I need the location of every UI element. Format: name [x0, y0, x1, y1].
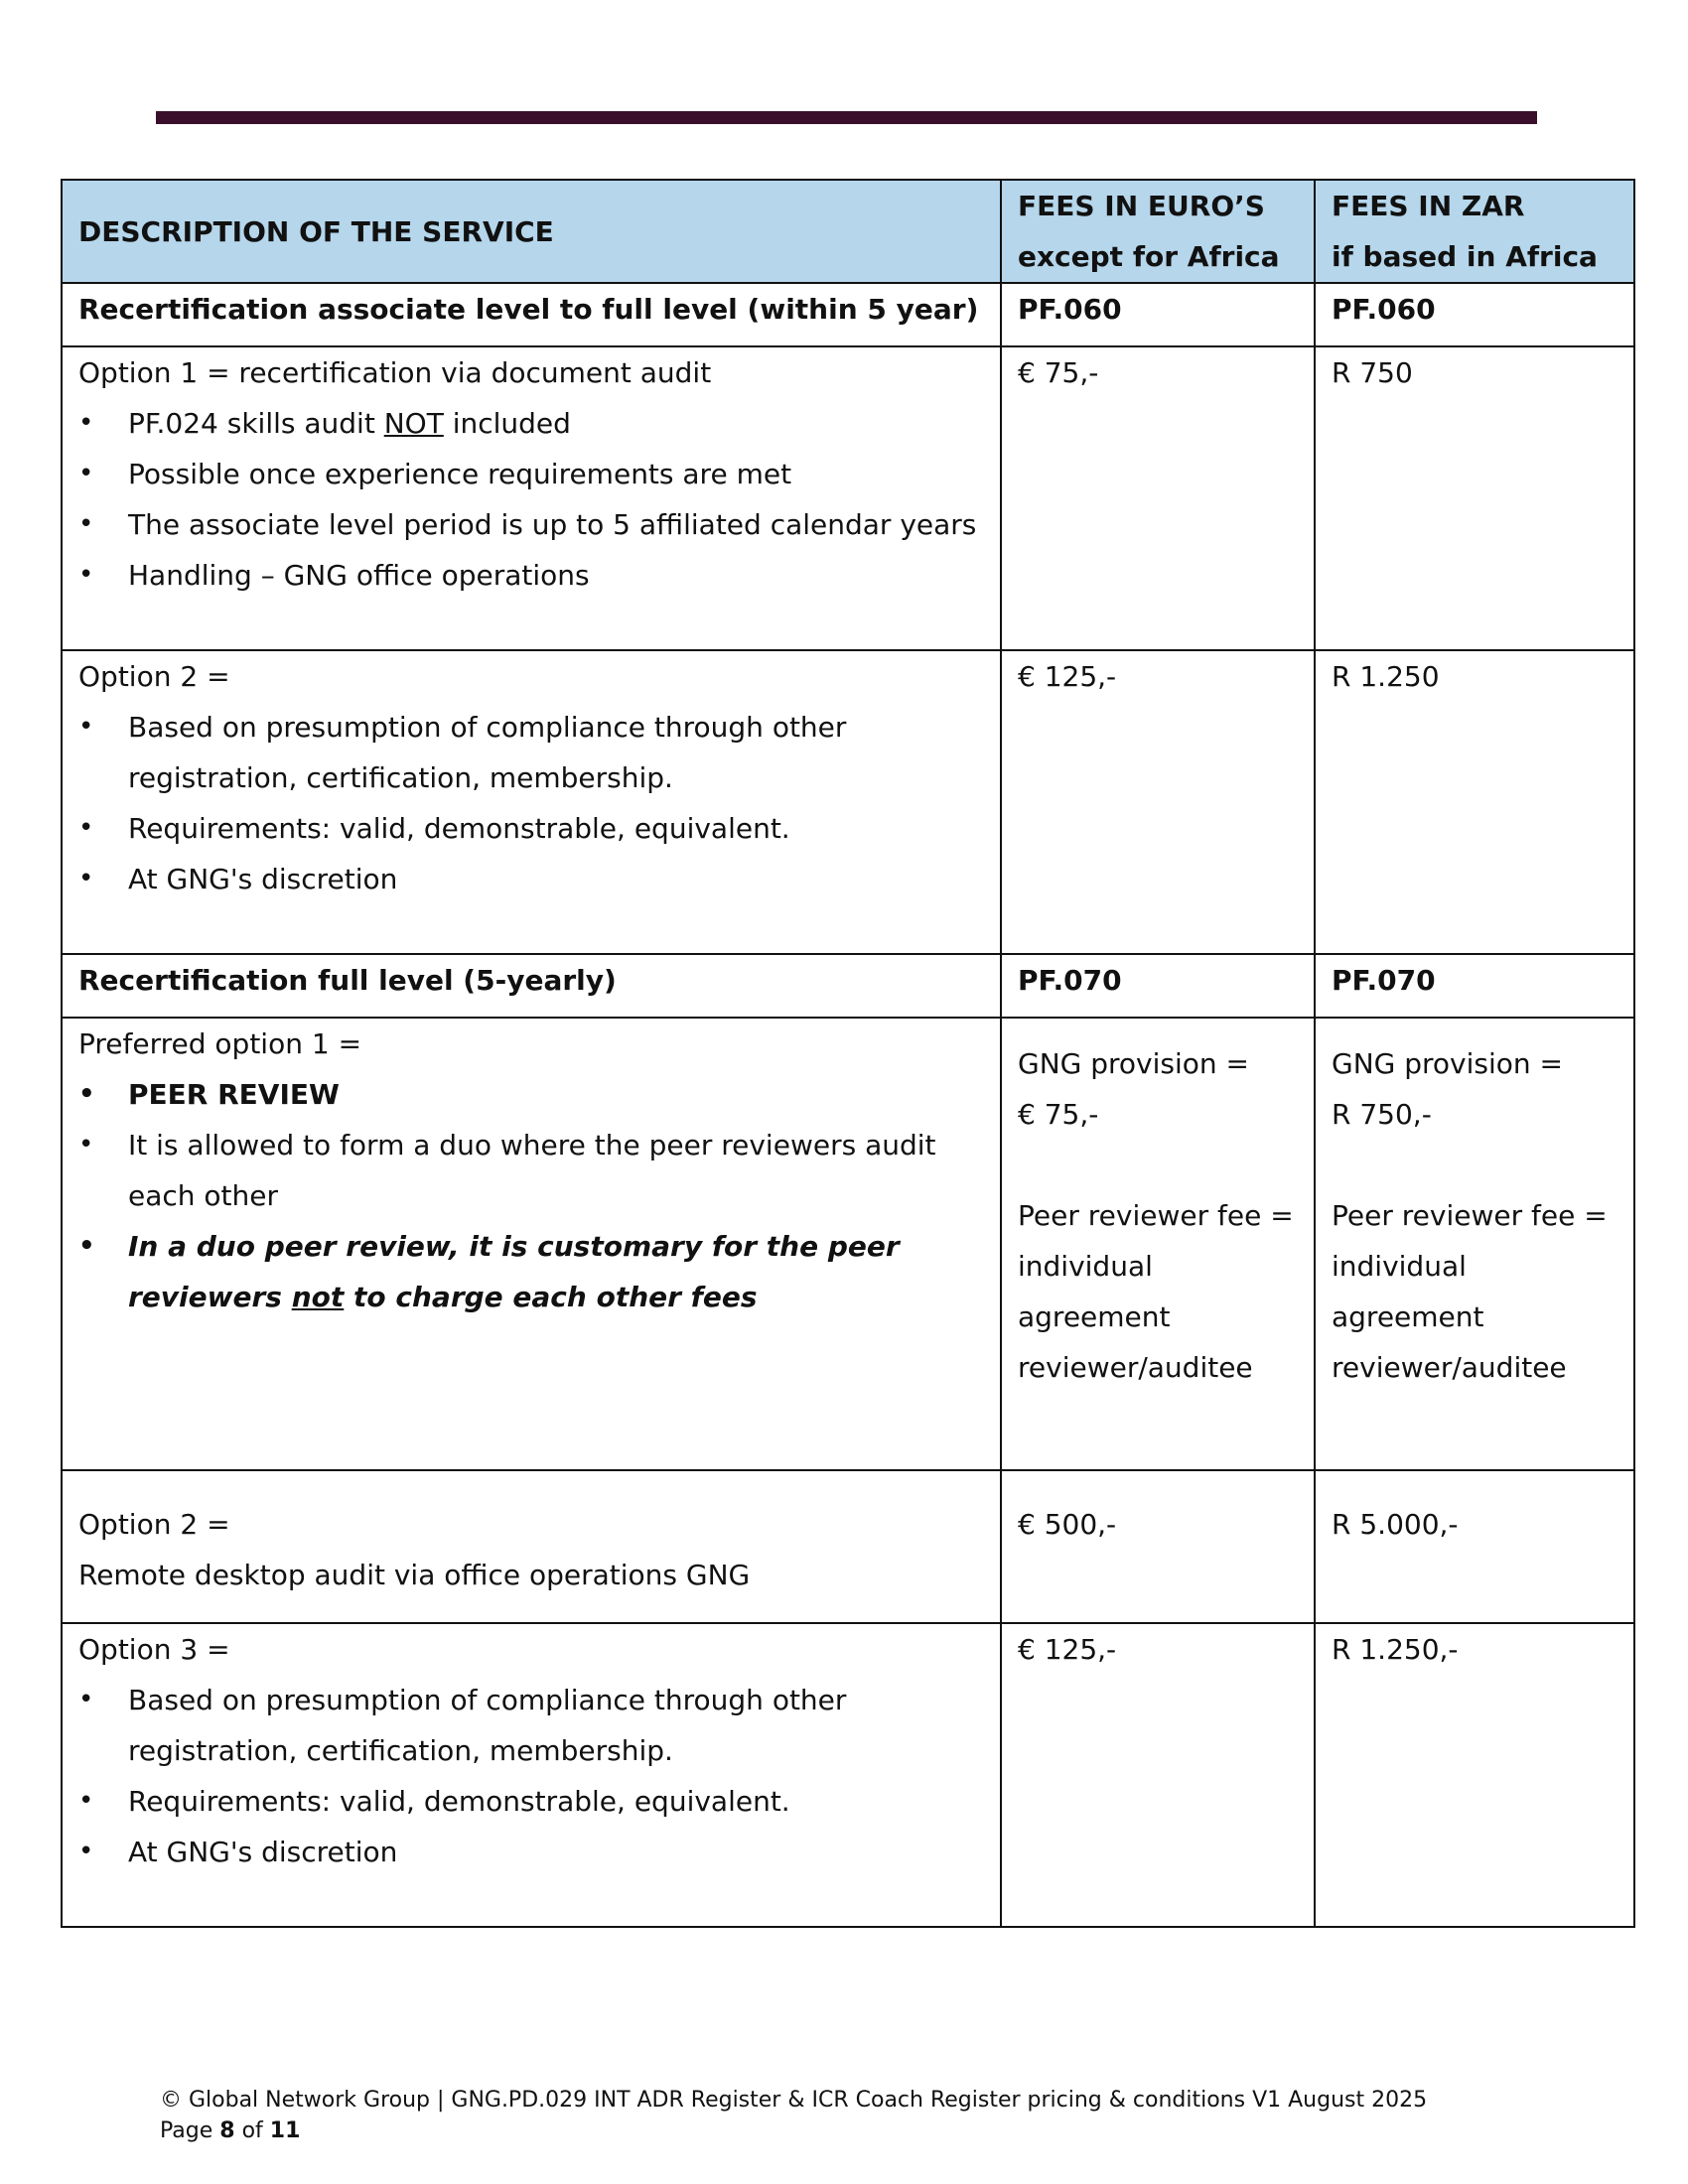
bullet-list: [78, 1069, 984, 1322]
list-item: • The associate level period is up to 5 affiliated calendar years: [78, 499, 984, 550]
spacer: [1018, 1140, 1298, 1190]
header-euro-line2: except for Africa: [1018, 240, 1280, 273]
peer-fee-label: Peer reviewer fee =: [1332, 1199, 1608, 1232]
section-title: Recertification associate level to full level (within 5 year): [62, 283, 1001, 346]
fee-zar: [1315, 1018, 1634, 1470]
section-code-euro: PF.070: [1001, 954, 1315, 1018]
provision-value: € 75,-: [1018, 1098, 1099, 1131]
bullet-list: [78, 702, 984, 904]
service-description: [62, 1623, 1001, 1927]
list-item: • Handling – GNG office operations: [78, 550, 984, 601]
peer-fee-line: agreement: [1018, 1300, 1171, 1333]
list-item: • PEER REVIEW: [78, 1069, 984, 1120]
list-item: • Possible once experience requirements are met: [78, 449, 984, 499]
table-row: [62, 1470, 1634, 1623]
list-item: • PF.024 skills audit NOT included: [78, 398, 984, 449]
service-description: [62, 650, 1001, 954]
fee-euro: [1001, 1018, 1315, 1470]
spacer: [1332, 1140, 1618, 1190]
table-header-row: [62, 180, 1634, 283]
fee-euro: € 125,-: [1001, 1623, 1315, 1927]
page-footer: [160, 2085, 1427, 2146]
section-code-zar: PF.070: [1315, 954, 1634, 1018]
fee-zar: R 5.000,-: [1315, 1470, 1634, 1623]
peer-fee-line: individual: [1018, 1250, 1153, 1283]
list-item: • At GNG's discretion: [78, 854, 984, 904]
list-item: • Requirements: valid, demonstrable, equivalent.: [78, 803, 984, 854]
peer-fee-line: individual: [1332, 1250, 1467, 1283]
list-item: • It is allowed to form a duo where the peer reviewers audit each other: [78, 1120, 984, 1221]
list-item: • Based on presumption of compliance through other registration, certification, membership.: [78, 1675, 984, 1776]
option-intro: Option 2 =: [78, 1508, 230, 1541]
list-item: • Requirements: valid, demonstrable, equivalent.: [78, 1776, 984, 1827]
section-title: Recertification full level (5-yearly): [62, 954, 1001, 1018]
header-zar-line2: if based in Africa: [1332, 240, 1598, 273]
list-item: • In a duo peer review, it is customary for the peer reviewers not to charge each other fees: [78, 1221, 984, 1322]
top-divider-bar: [156, 111, 1537, 124]
option-intro: Option 3 =: [78, 1633, 230, 1666]
header-zar-line1: FEES IN ZAR: [1332, 190, 1525, 222]
service-description: [62, 1470, 1001, 1623]
header-fees-zar: [1315, 180, 1634, 283]
section-row-associate-to-full: [62, 283, 1634, 346]
fee-euro: € 125,-: [1001, 650, 1315, 954]
bullet-list: [78, 1675, 984, 1877]
section-row-full-level: [62, 954, 1634, 1018]
header-euro-line1: FEES IN EURO’S: [1018, 190, 1265, 222]
page-number: Page 8 of 11: [160, 2118, 301, 2143]
table-row: [62, 1018, 1634, 1470]
table-row: [62, 346, 1634, 650]
peer-fee-line: reviewer/auditee: [1018, 1351, 1253, 1384]
fee-euro: € 500,-: [1001, 1470, 1315, 1623]
table-row: [62, 650, 1634, 954]
bullet-list: [78, 398, 984, 601]
section-code-euro: PF.060: [1001, 283, 1315, 346]
list-item: • Based on presumption of compliance through other registration, certification, membership.: [78, 702, 984, 803]
table-row: [62, 1623, 1634, 1927]
header-fees-euro: [1001, 180, 1315, 283]
fee-zar: R 1.250,-: [1315, 1623, 1634, 1927]
provision-label: GNG provision =: [1332, 1047, 1563, 1080]
fee-zar: R 750: [1315, 346, 1634, 650]
service-description: [62, 346, 1001, 650]
footer-copyright: © Global Network Group | GNG.PD.029 INT ADR Register & ICR Coach Register pricing & conditions V1 August 2025: [160, 2088, 1428, 2113]
option-intro: Preferred option 1 =: [78, 1027, 362, 1060]
option-intro: Option 1 = recertification via document audit: [78, 356, 712, 389]
list-item: • At GNG's discretion: [78, 1827, 984, 1877]
provision-label: GNG provision =: [1018, 1047, 1249, 1080]
fee-zar: R 1.250: [1315, 650, 1634, 954]
header-description: DESCRIPTION OF THE SERVICE: [62, 180, 1001, 283]
section-code-zar: PF.060: [1315, 283, 1634, 346]
option-intro: Option 2 =: [78, 660, 230, 693]
provision-value: R 750,-: [1332, 1098, 1432, 1131]
fees-table: [61, 179, 1635, 1928]
service-description: [62, 1018, 1001, 1470]
peer-fee-label: Peer reviewer fee =: [1018, 1199, 1294, 1232]
page-total: 11: [269, 2118, 301, 2143]
fee-euro: € 75,-: [1001, 346, 1315, 650]
page-current: 8: [219, 2118, 235, 2143]
peer-fee-line: agreement: [1332, 1300, 1484, 1333]
option-line: Remote desktop audit via office operations GNG: [78, 1559, 751, 1591]
peer-fee-line: reviewer/auditee: [1332, 1351, 1567, 1384]
